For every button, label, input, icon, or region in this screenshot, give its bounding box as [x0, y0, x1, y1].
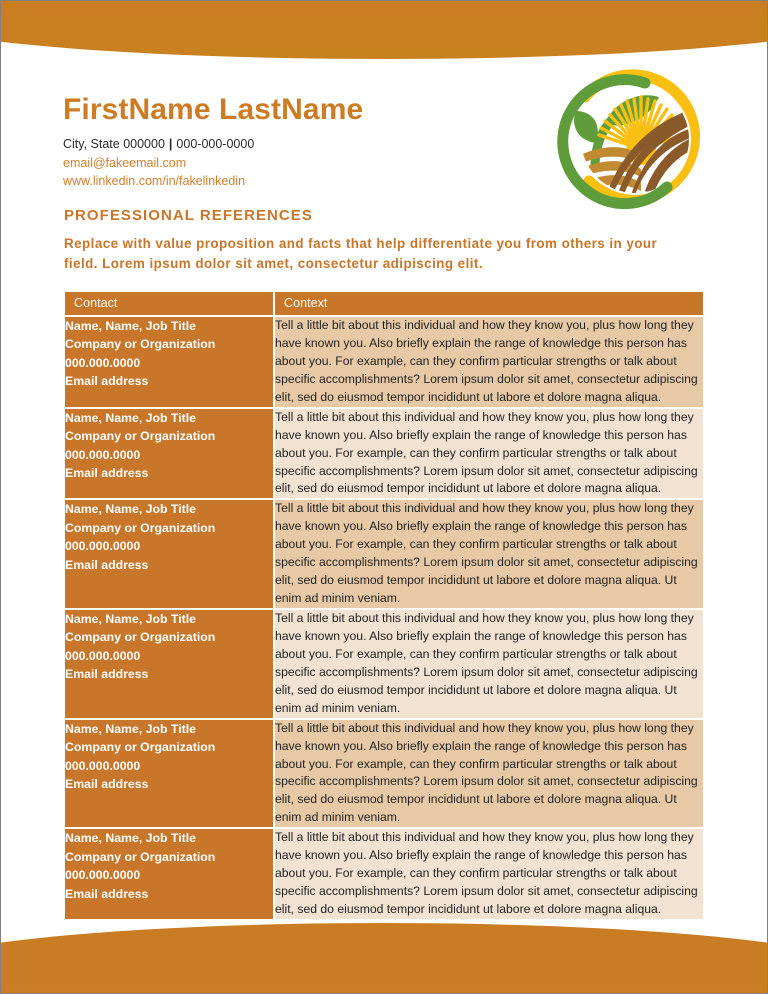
contact-name-title: Name, Name, Job Title: [65, 319, 196, 333]
context-cell: Tell a little bit about this individual and how they know you, plus how long they have known you. Also briefly explain the range of knowledge this person has about you. For example, can they confirm particular strengths or talk about specific accomplishments? Lorem ipsum dolor sit amet, consectetur adipiscing elit, sed do eiusmod tempor incididunt ut labore et dolore magna aliqua. Ut enim ad minim veniam.: [274, 719, 703, 829]
contact-phone: 000.000.0000: [65, 648, 141, 663]
table-row: [65, 408, 703, 500]
table-row: [65, 499, 703, 609]
contact-name-title: Name, Name, Job Title: [65, 502, 196, 517]
contact-phone: 000.000.0000: [65, 868, 141, 883]
email-link[interactable]: email@fakeemail.com: [63, 155, 187, 170]
contact-email: Email address: [65, 466, 149, 480]
contact-name-title: Name, Name, Job Title: [65, 721, 196, 736]
context-cell: Tell a little bit about this individual and how they know you, plus how long they have known you. Also briefly explain the range of knowledge this person has about you. For example, can they confirm particular strengths or talk about specific accomplishments? Lorem ipsum dolor sit amet, consectetur adipiscing elit, sed do eiusmod tempor incididunt ut labore et dolore magna aliqua.: [274, 828, 703, 919]
contact-company: Company or Organization: [65, 849, 216, 864]
contact-cell: [65, 316, 274, 408]
context-cell: Tell a little bit about this individual and how they know you, plus how long they have known you. Also briefly explain the range of knowledge this person has about you. For example, can they confirm particular strengths or talk about specific accomplishments? Lorem ipsum dolor sit amet, consectetur adipiscing elit, sed do eiusmod tempor incididunt ut labore et dolore magna aliqua.: [274, 316, 703, 408]
phone-text: 000-000-0000: [176, 136, 255, 151]
contact-phone: 000.000.0000: [65, 447, 141, 462]
contact-email: Email address: [65, 776, 149, 791]
table-row: [65, 828, 703, 919]
column-header-contact: Contact: [65, 292, 274, 316]
table-row: [65, 316, 703, 408]
contact-cell: [65, 609, 274, 719]
contact-phone: 000.000.0000: [65, 758, 141, 773]
context-cell: Tell a little bit about this individual and how they know you, plus how long they have known you. Also briefly explain the range of knowledge this person has about you. For example, can they confirm particular strengths or talk about specific accomplishments? Lorem ipsum dolor sit amet, consectetur adipiscing elit, sed do eiusmod tempor incididunt ut labore et dolore magna aliqua. Ut enim ad minim veniam.: [274, 499, 703, 609]
contact-cell: [65, 828, 274, 919]
context-cell: Tell a little bit about this individual and how they know you, plus how long they have known you. Also briefly explain the range of knowledge this person has about you. For example, can they confirm particular strengths or talk about specific accomplishments? Lorem ipsum dolor sit amet, consectetur adipiscing elit, sed do eiusmod tempor incididunt ut labore et dolore magna aliqua.: [274, 408, 703, 500]
column-header-context: Context: [274, 292, 703, 316]
contact-name-title: Name, Name, Job Title: [65, 831, 196, 846]
contact-cell: [65, 719, 274, 829]
section-heading: PROFESSIONAL REFERENCES: [64, 207, 313, 224]
contact-email: Email address: [65, 886, 149, 901]
linkedin-link[interactable]: www.linkedin.com/in/fakelinkedin: [63, 174, 246, 188]
contact-company: Company or Organization: [65, 520, 216, 535]
contact-separator: |: [168, 136, 173, 151]
page-title: FirstName LastName: [63, 93, 364, 126]
contact-cell: [65, 408, 274, 500]
context-cell: Tell a little bit about this individual and how they know you, plus how long they have known you. Also briefly explain the range of knowledge this person has about you. For example, can they confirm particular strengths or talk about specific accomplishments? Lorem ipsum dolor sit amet, consectetur adipiscing elit, sed do eiusmod tempor incididunt ut labore et dolore magna aliqua. Ut enim ad minim veniam.: [274, 609, 703, 719]
contact-company: Company or Organization: [65, 740, 216, 755]
contact-phone: 000.000.0000: [65, 539, 141, 554]
contact-name-title: Name, Name, Job Title: [65, 612, 196, 626]
contact-company: Company or Organization: [65, 630, 216, 645]
top-decorative-band: [0, 0, 768, 59]
contact-phone: 000.000.0000: [65, 355, 141, 370]
table-row: [65, 609, 703, 719]
location-text: City, State 000000: [63, 136, 165, 151]
contact-email: Email address: [65, 557, 149, 572]
references-table: [65, 292, 703, 919]
table-row: [65, 719, 703, 829]
contact-name-title: Name, Name, Job Title: [65, 410, 196, 425]
section-intro-text: Replace with value proposition and facts that help differentiate you from others in your field. Lorem ipsum dolor sit amet, consectetur adipiscing elit.: [64, 236, 658, 272]
contact-email: Email address: [65, 374, 149, 389]
contact-location-phone: [63, 135, 533, 153]
farm-sunrise-logo-icon: [549, 63, 709, 215]
contact-company: Company or Organization: [65, 429, 216, 444]
table-body: [65, 316, 703, 919]
header-block: [63, 94, 533, 190]
contact-email: Email address: [65, 667, 149, 682]
table-header-row: [65, 292, 703, 316]
contact-cell: [65, 499, 274, 609]
table-header: [65, 292, 703, 316]
bottom-decorative-band: [0, 923, 768, 994]
contact-company: Company or Organization: [65, 337, 216, 352]
